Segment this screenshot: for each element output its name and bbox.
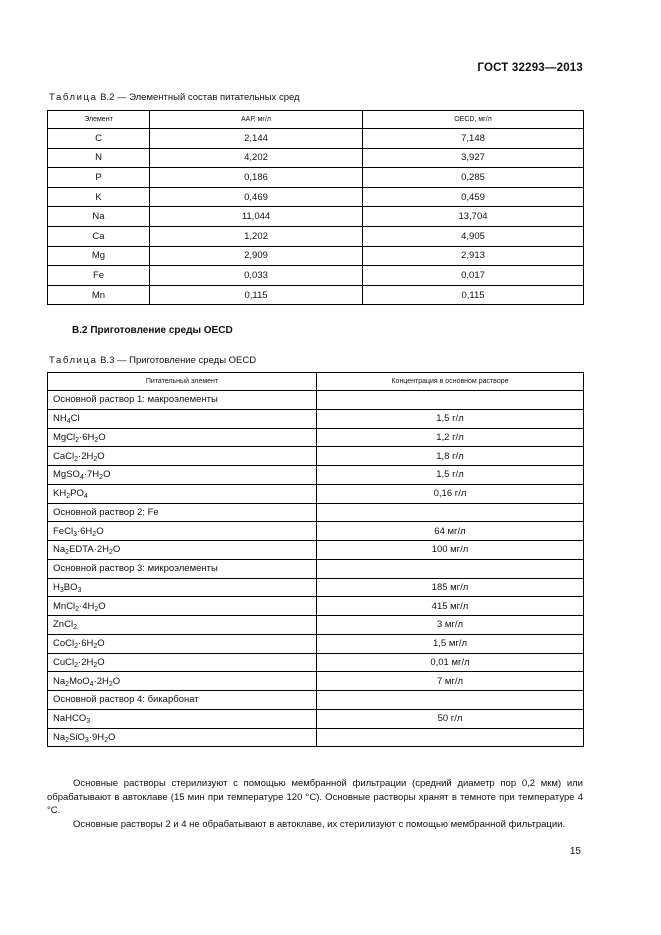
table-row (48, 409, 584, 428)
table-row (48, 709, 584, 728)
concentration-cell: 415 мг/л (317, 597, 584, 616)
table-row (48, 246, 584, 266)
value-cell: 4,202 (150, 148, 363, 168)
concentration-cell (317, 728, 584, 747)
concentration-cell: 1,8 г/л (317, 447, 584, 466)
concentration-cell (317, 691, 584, 710)
concentration-cell: 64 мг/л (317, 522, 584, 541)
nutrient-cell: $FeCl_3\cdot 6H_2O$ (48, 522, 317, 541)
table-b2-caption (49, 92, 300, 103)
table-row (48, 484, 584, 503)
value-cell: 1,202 (150, 226, 363, 246)
value-cell: 0,285 (363, 168, 584, 188)
caption-name: Таблица (49, 355, 98, 366)
table-row (48, 447, 584, 466)
value-cell: 0,469 (150, 187, 363, 207)
document-id: ГОСТ 32293—2013 (477, 62, 583, 74)
concentration-cell: 0,01 мг/л (317, 653, 584, 672)
table-row (48, 428, 584, 447)
paragraph: Основные растворы стерилизуют с помощью мембранной фильтрации (средний диаметр пор 0,2 мкм) или обрабатывают в автоклаве (15 мин при температуре 120 °С). Основные растворы хранят в темноте при температуре 4 °С. (47, 778, 583, 816)
concentration-cell: 1,5 г/л (317, 466, 584, 485)
nutrient-cell: $MgSO_4\cdot 7H_2O$ (48, 466, 317, 485)
concentration-cell: 1,5 г/л (317, 409, 584, 428)
element-cell: Na (48, 207, 150, 227)
nutrient-cell: Основной раствор 1: макроэлементы (48, 391, 317, 410)
table-row (48, 691, 584, 710)
table-oecd-preparation (47, 372, 584, 747)
column-header: Элемент (48, 111, 150, 129)
concentration-cell (317, 391, 584, 410)
nutrient-cell: $CaCl_2\cdot 2H_2O$ (48, 447, 317, 466)
nutrient-cell: $KH_2PO_4$ (48, 484, 317, 503)
element-cell: Mn (48, 285, 150, 305)
value-cell: 0,186 (150, 168, 363, 188)
element-cell: Ca (48, 226, 150, 246)
table-row (48, 559, 584, 578)
concentration-cell: 50 г/л (317, 709, 584, 728)
caption-text: В.2 — Элементный состав питательных сред (97, 92, 300, 103)
section-title: В.2 Приготовление среды OECD (72, 325, 233, 336)
nutrient-cell: Основной раствор 2: Fe (48, 503, 317, 522)
table-row (48, 266, 584, 286)
table-row (48, 578, 584, 597)
value-cell: 2,909 (150, 246, 363, 266)
table-row (48, 653, 584, 672)
value-cell: 2,144 (150, 129, 363, 149)
page-number: 15 (569, 846, 581, 857)
element-cell: P (48, 168, 150, 188)
nutrient-cell: Основной раствор 4: бикарбонат (48, 691, 317, 710)
concentration-cell: 1,5 мг/л (317, 634, 584, 653)
table-b3-caption (49, 355, 256, 366)
table-row (48, 522, 584, 541)
table-row (48, 503, 584, 522)
nutrient-cell: Основной раствор 3: микроэлементы (48, 559, 317, 578)
concentration-cell: 100 мг/л (317, 541, 584, 560)
column-header: ААР, мг/л (150, 111, 363, 129)
table-row (48, 597, 584, 616)
value-cell: 2,913 (363, 246, 584, 266)
nutrient-cell: $CuCl_2\cdot 2H_2O$ (48, 653, 317, 672)
nutrient-cell: NaHCO$_3$ (48, 709, 317, 728)
table-row (48, 226, 584, 246)
table-row (48, 728, 584, 747)
table-row (48, 391, 584, 410)
element-cell: Mg (48, 246, 150, 266)
nutrient-cell: ZnCl$_2$ (48, 616, 317, 635)
caption-name: Таблица (49, 92, 98, 103)
table-element-composition (47, 110, 584, 305)
table-row (48, 466, 584, 485)
table-row (48, 207, 584, 227)
table-row (48, 187, 584, 207)
column-header: Концентрация в основном растворе (317, 373, 584, 391)
value-cell: 7,148 (363, 129, 584, 149)
table-header-row (48, 373, 584, 391)
element-cell: C (48, 129, 150, 149)
nutrient-cell: $MnCl_2\cdot 4H_2O$ (48, 597, 317, 616)
table-row (48, 148, 584, 168)
table-row (48, 285, 584, 305)
column-header: Питательный элемент (48, 373, 317, 391)
element-cell: N (48, 148, 150, 168)
nutrient-cell: $Na_2MoO_4\cdot 2H_2O$ (48, 672, 317, 691)
element-cell: K (48, 187, 150, 207)
nutrient-cell: $CoCl_2\cdot 6H_2O$ (48, 634, 317, 653)
value-cell: 0,115 (150, 285, 363, 305)
table-row (48, 672, 584, 691)
nutrient-cell: $MgCl_2\cdot 6H_2O$ (48, 428, 317, 447)
table-row (48, 616, 584, 635)
concentration-cell (317, 559, 584, 578)
value-cell: 0,459 (363, 187, 584, 207)
concentration-cell: 0,16 г/л (317, 484, 584, 503)
table-row (48, 634, 584, 653)
nutrient-cell: $H_3BO_3$ (48, 578, 317, 597)
concentration-cell: 3 мг/л (317, 616, 584, 635)
value-cell: 0,017 (363, 266, 584, 286)
value-cell: 13,704 (363, 207, 584, 227)
value-cell: 3,927 (363, 148, 584, 168)
paragraph: Основные растворы 2 и 4 не обрабатывают в автоклаве, их стерилизуют с помощью мембранной фильтрации. (73, 819, 566, 830)
nutrient-cell: $Na_2EDTA\cdot 2H_2O$ (48, 541, 317, 560)
table-row (48, 168, 584, 188)
caption-text: В.3 — Приготовление среды OECD (97, 355, 257, 366)
value-cell: 4,905 (363, 226, 584, 246)
element-cell: Fe (48, 266, 150, 286)
table-row (48, 541, 584, 560)
column-header: OECD, мг/л (363, 111, 584, 129)
concentration-cell: 7 мг/л (317, 672, 584, 691)
table-row (48, 129, 584, 149)
concentration-cell: 185 мг/л (317, 578, 584, 597)
value-cell: 0,033 (150, 266, 363, 286)
concentration-cell: 1,2 г/л (317, 428, 584, 447)
nutrient-cell: $NH_4Cl$ (48, 409, 317, 428)
value-cell: 11,044 (150, 207, 363, 227)
concentration-cell (317, 503, 584, 522)
value-cell: 0,115 (363, 285, 584, 305)
nutrient-cell: $Na_2SiO_3\cdot 9H_2O$ (48, 728, 317, 747)
table-header-row (48, 111, 584, 129)
